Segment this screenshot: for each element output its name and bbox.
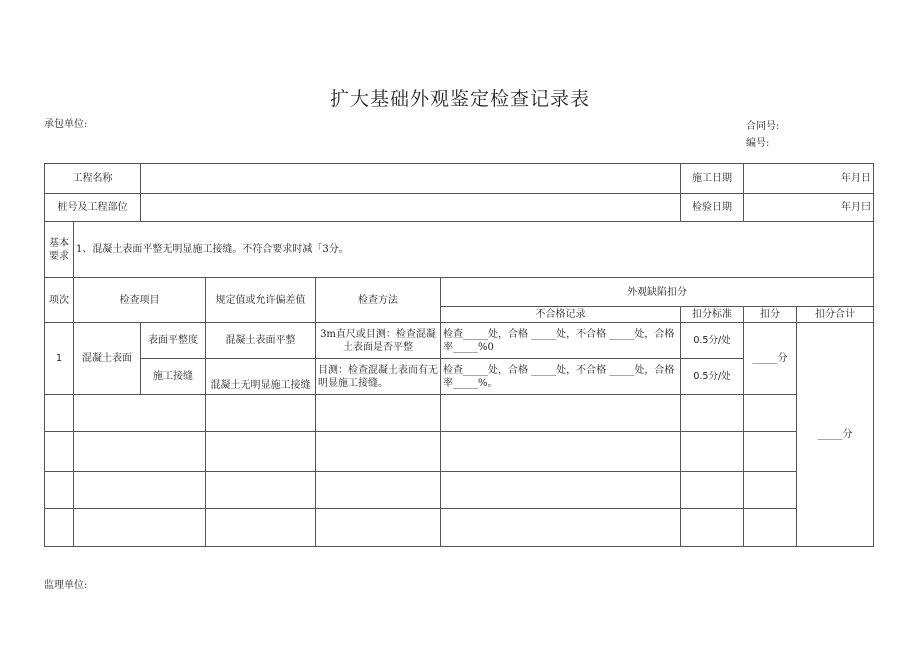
blank-cell[interactable] <box>681 472 744 509</box>
basic-requirements-text: 1、混凝土表面平整无明显施工接缝。不符合要求时减「3分。 <box>74 222 874 278</box>
blank-cell[interactable] <box>74 432 206 472</box>
pile-location-field[interactable] <box>141 194 681 222</box>
blank-cell[interactable] <box>316 509 441 547</box>
check-subitem-cell: 施工接缝 <box>141 359 206 395</box>
blank-cell[interactable] <box>45 395 74 432</box>
blank-cell[interactable] <box>744 395 797 432</box>
blank-row <box>45 395 874 432</box>
construction-date-label: 施工日期 <box>681 164 744 194</box>
nonconformity-record-header: 不合格记录 <box>441 307 681 323</box>
blank-cell[interactable] <box>206 472 316 509</box>
deduction-header: 扣分 <box>744 307 797 323</box>
inspection-date-field[interactable]: 年月曰 <box>744 194 874 222</box>
blank-cell[interactable] <box>206 395 316 432</box>
specified-value-cell: 混凝土无明显施工接缝 <box>206 359 316 395</box>
blank-cell[interactable] <box>441 509 681 547</box>
blank-cell[interactable] <box>45 509 74 547</box>
deduction-standard-header: 扣分标准 <box>681 307 744 323</box>
blank-cell[interactable] <box>441 472 681 509</box>
construction-date-field[interactable]: 年月日 <box>744 164 874 194</box>
blank-row <box>45 472 874 509</box>
check-item-header: 检查项目 <box>74 278 206 323</box>
deduction-standard-cell: 0.5分/处 <box>681 323 744 359</box>
check-subitem-cell: 表面平整度 <box>141 323 206 359</box>
pile-location-row <box>45 194 874 222</box>
deduction-total-cell[interactable]: _____分 <box>797 323 874 547</box>
item-number-cell: 1 <box>45 323 74 395</box>
supervisor-label: 监理单位: <box>44 580 88 591</box>
deduction-standard-cell: 0.5分/处 <box>681 359 744 395</box>
blank-cell[interactable] <box>441 395 681 432</box>
check-method-cell: 目测：检查混凝土表而有无明显施工接缝。 <box>316 359 441 395</box>
blank-cell[interactable] <box>206 432 316 472</box>
blank-cell[interactable] <box>74 509 206 547</box>
check-method-header: 检查方法 <box>316 278 441 323</box>
contract-number-label: 合同号: <box>746 121 780 132</box>
defect-deduction-header: 外观缺陷扣分 <box>441 278 874 307</box>
blank-cell[interactable] <box>441 432 681 472</box>
project-name-label: 工程名称 <box>45 164 141 194</box>
blank-cell[interactable] <box>206 509 316 547</box>
blank-cell[interactable] <box>744 432 797 472</box>
specified-value-header: 规定值或允许偏差值 <box>206 278 316 323</box>
blank-cell[interactable] <box>45 472 74 509</box>
blank-row <box>45 509 874 547</box>
nonconformity-record-cell[interactable]: 检查_____处，合格 _____处，不合格 _____处，合格率_____%0 <box>441 323 681 359</box>
nonconformity-record-cell[interactable]: 检查_____处，合格 _____处，不合格 _____处，合格率_____%。 <box>441 359 681 395</box>
basic-requirements-label: 基本要求 <box>45 222 74 278</box>
serial-number-label: 编号: <box>746 138 770 149</box>
blank-cell[interactable] <box>316 395 441 432</box>
project-name-row <box>45 164 874 194</box>
pile-location-label: 桩号及工程部位 <box>45 194 141 222</box>
check-item-group-cell: 混凝土表面 <box>74 323 141 395</box>
item-number-header: 项次 <box>45 278 74 323</box>
inspection-record-table <box>44 163 874 547</box>
contractor-label: 承包单位: <box>44 119 88 130</box>
page-title: 扩大基础外观鉴定检查记录表 <box>329 88 590 110</box>
blank-cell[interactable] <box>316 432 441 472</box>
blank-cell[interactable] <box>744 509 797 547</box>
specified-value-cell: 混凝土表面平整 <box>206 323 316 359</box>
blank-cell[interactable] <box>316 472 441 509</box>
blank-cell[interactable] <box>681 432 744 472</box>
blank-cell[interactable] <box>681 509 744 547</box>
check-method-cell: 3m直尺或目测：检查混凝土表面是否平整 <box>316 323 441 359</box>
blank-cell[interactable] <box>681 395 744 432</box>
blank-cell[interactable] <box>45 432 74 472</box>
blank-cell[interactable] <box>744 472 797 509</box>
blank-cell[interactable] <box>74 395 206 432</box>
blank-row <box>45 432 874 472</box>
project-name-field[interactable] <box>141 164 681 194</box>
basic-requirements-row <box>45 222 874 278</box>
inspection-date-label: 检验日期 <box>681 194 744 222</box>
deduction-cell[interactable]: _____分 <box>744 323 797 395</box>
column-header-row-1 <box>45 278 874 307</box>
table-row <box>45 323 874 359</box>
deduction-total-header: 扣分合计 <box>797 307 874 323</box>
blank-cell[interactable] <box>74 472 206 509</box>
